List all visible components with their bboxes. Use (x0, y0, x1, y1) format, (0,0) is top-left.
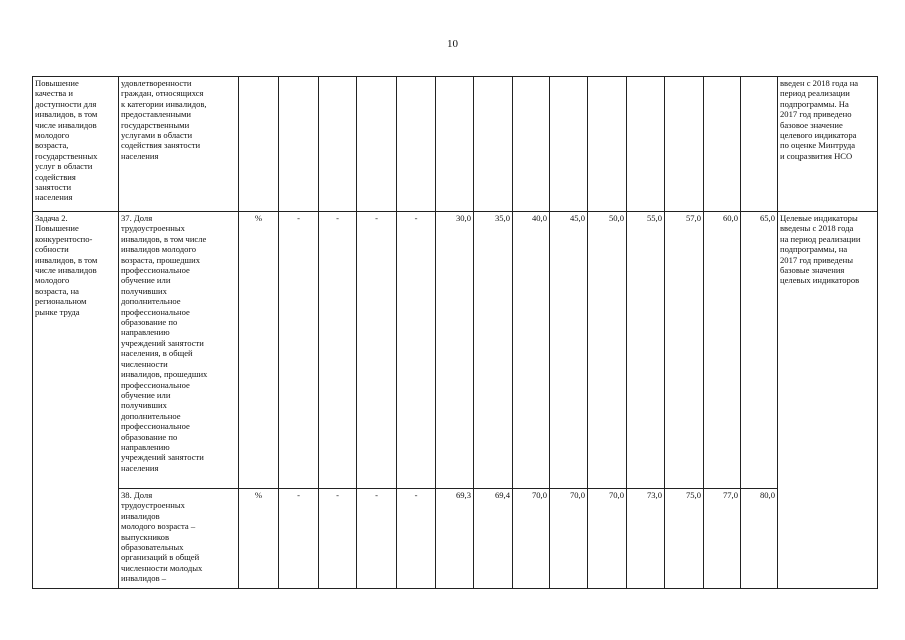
table-row (33, 212, 878, 489)
value-cell: 55,0 (627, 212, 665, 489)
value-cell (588, 77, 627, 212)
unit-cell (239, 77, 279, 212)
value-cell (627, 77, 665, 212)
value-cell: 30,0 (436, 212, 474, 489)
page-number: 10 (447, 38, 458, 50)
value-cell: - (357, 212, 397, 489)
value-cell: 69,4 (474, 489, 513, 589)
value-cell: 45,0 (550, 212, 588, 489)
value-cell (279, 77, 319, 212)
value-cell (397, 77, 436, 212)
value-cell: - (279, 489, 319, 589)
unit-cell: % (239, 489, 279, 589)
value-cell: - (357, 489, 397, 589)
note-cell: введен с 2018 года на период реализации подпрограммы. На 2017 год приведено базовое значение целевого индикатора по оценке Минтруда и соцразвития НСО (778, 77, 878, 212)
value-cell: 70,0 (588, 489, 627, 589)
value-cell: 60,0 (704, 212, 741, 489)
table-row (33, 489, 878, 589)
unit-cell: % (239, 212, 279, 489)
value-cell: 70,0 (550, 489, 588, 589)
indicator-cell: 37. Доля трудоустроенных инвалидов, в том числе инвалидов молодого возраста, прошедших профессиональное обучение или получивших дополнительное профессиональное образование по направлению учреждений занятости населения, в общей численности инвалидов, прошедших профессиональное обучение или получивших дополнительное профессиональное образование по направлению учреждений занятости населения (119, 212, 239, 489)
value-cell: 50,0 (588, 212, 627, 489)
note-cell: Целевые индикаторы введены с 2018 года на период реализации подпрограммы, на 2017 год приведены базовые значения целевых индикаторов (778, 212, 878, 489)
indicator-cell: удовлетворенности граждан, относящихся к категории инвалидов, предоставленными государственными услугами в области содействия занятости населения (119, 77, 239, 212)
table-row (33, 77, 878, 212)
indicators-table (32, 76, 878, 589)
value-cell: - (319, 212, 357, 489)
value-cell: 35,0 (474, 212, 513, 489)
value-cell: 75,0 (665, 489, 704, 589)
value-cell (704, 77, 741, 212)
value-cell (550, 77, 588, 212)
value-cell (474, 77, 513, 212)
value-cell (319, 77, 357, 212)
value-cell: 80,0 (741, 489, 778, 589)
value-cell (357, 77, 397, 212)
value-cell: 57,0 (665, 212, 704, 489)
value-cell (741, 77, 778, 212)
indicator-cell: 38. Доля трудоустроенных инвалидов молодого возраста – выпускников образовательных организаций в общей численности молодых инвалидов – (119, 489, 239, 589)
value-cell (436, 77, 474, 212)
value-cell (513, 77, 550, 212)
value-cell: - (279, 212, 319, 489)
value-cell: 70,0 (513, 489, 550, 589)
value-cell: 69,3 (436, 489, 474, 589)
value-cell: 40,0 (513, 212, 550, 489)
value-cell: - (319, 489, 357, 589)
value-cell (665, 77, 704, 212)
value-cell: 65,0 (741, 212, 778, 489)
value-cell: 77,0 (704, 489, 741, 589)
task-cell: Повышение качества и доступности для инвалидов, в том числе инвалидов молодого возраста, государственных услуг в области содействия занятости населения (33, 77, 119, 212)
note-cell (778, 489, 878, 589)
value-cell: - (397, 212, 436, 489)
task-cell (33, 489, 119, 589)
task-cell: Задача 2. Повышение конкурентоспо- собности инвалидов, в том числе инвалидов молодого возраста, на региональном рынке труда (33, 212, 119, 489)
value-cell: - (397, 489, 436, 589)
value-cell: 73,0 (627, 489, 665, 589)
